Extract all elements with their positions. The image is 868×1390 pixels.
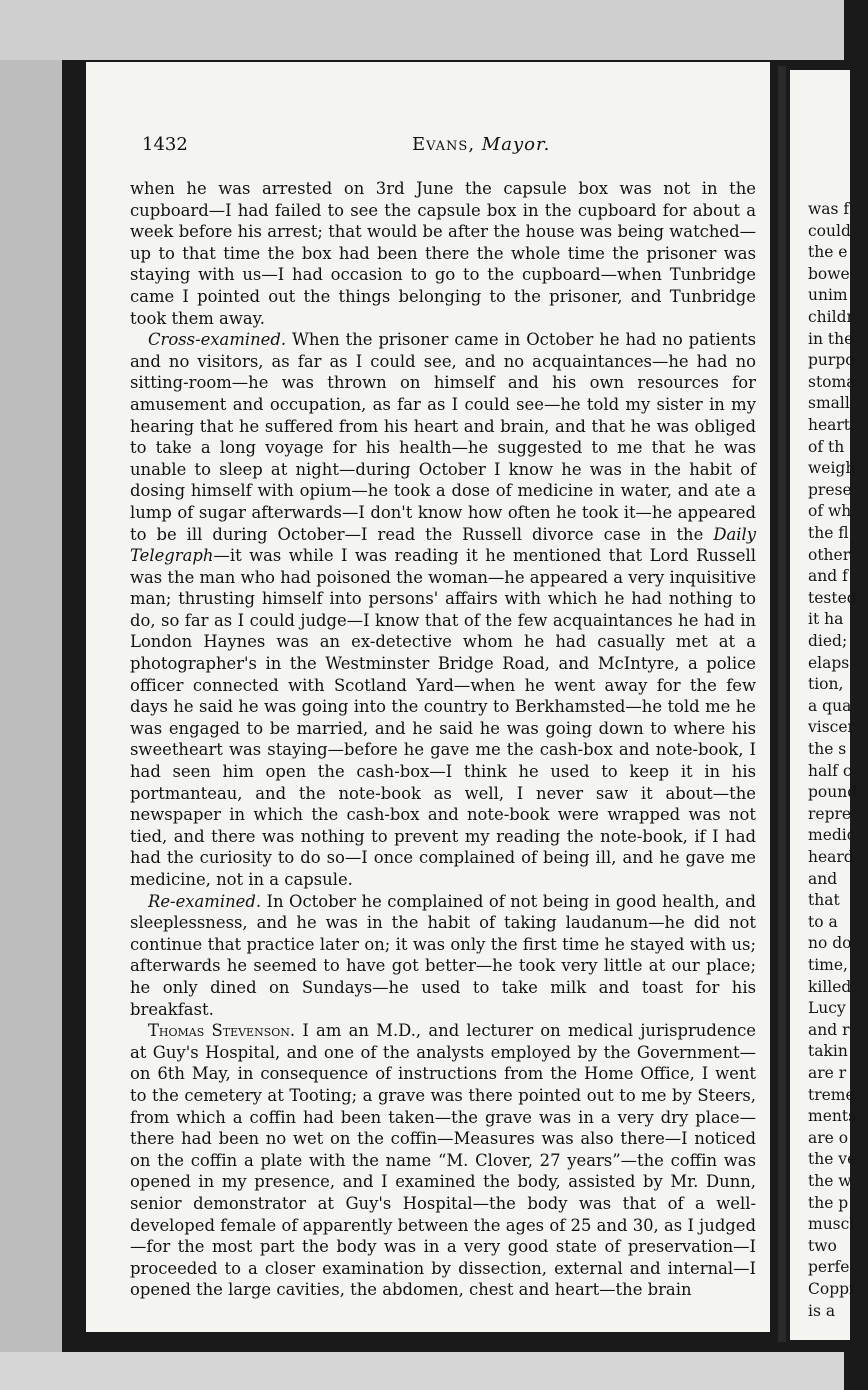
running-head — [412, 134, 550, 155]
scan-bottom-margin — [0, 1352, 844, 1390]
facing-page-line: of wh — [808, 502, 852, 521]
facing-page-line: and r — [808, 1020, 850, 1039]
facing-page-fragment — [790, 70, 858, 1340]
facing-page-line: are r — [808, 1064, 847, 1082]
facing-page-line: purpo — [808, 351, 855, 370]
cross-examined-text: When the prisoner came in October he had no patients and no visitors, as far as I could see, and no acquaintances—he had no sitting-room—he was thrown on himself and his own resources for amusement and occupation, as far as I could see—he told my sister in my hearing that he suffered from his heart and brain, and that he was obliged to take a long voyage for his health—he suggested to me that he was unable to sleep at night—during October I know he was in the habit of dosing himself with opium—he took a dose of medicine in water, and ate a lump of sugar afterwards—I don't know how often he took it—he appeared to be ill during October—I read the Russell divorce case in the — [130, 330, 756, 544]
running-head-title: Mayor. — [481, 134, 551, 155]
stevenson-text: I am an M.D., and lecturer on medical jurisprudence at Guy's Hospital, and one of the analysts employed by the Government—on 6th May, in consequence of instructions from the Home Office, I went to the cemetery at Tooting; a grave was there pointed out to me by Steers, from which a coffin had been taken—the grave was in a very dry place—there had been no wet on the coffin—Measures was also there—I noticed on the coffin a plate with the name “M. Clover, 27 years”—the coffin was opened in my presence, and I examined the body, assisted by Mr. Dunn, senior demonstrator at Guy's Hospital—the body was that of a well-developed female of apparently between the ages of 25 and 30, as I judged—for the most part the body was in a very good state of preservation—I proceeded to a closer examination by dissection, external and internal—I opened the large cavities, the abdomen, chest and heart—the brain — [130, 1021, 756, 1300]
facing-page-line: pound — [808, 783, 858, 802]
facing-page-line: muscl — [808, 1215, 855, 1234]
facing-page-line: tested — [808, 588, 857, 607]
book-gutter-shadow — [778, 66, 786, 1342]
witness-name: Thomas Stevenson. — [148, 1021, 296, 1041]
page-number: 1432 — [142, 134, 188, 155]
facing-page-line: that — [808, 891, 840, 910]
facing-page-line: is a — [808, 1301, 836, 1320]
running-head-name: Evans, — [412, 134, 476, 155]
facing-page-line: childr — [808, 308, 854, 326]
facing-page-line: Coppi — [808, 1280, 854, 1298]
re-examined-lead: Re-examined. — [148, 891, 262, 911]
paragraph-1 — [130, 178, 756, 329]
facing-page-line: half c — [808, 761, 852, 780]
paragraph-1-text: when he was arrested on 3rd June the capsule box was not in the cupboard—I had failed to see the capsule box in the cupboard for about a week before his arrest; that would be after the house was being watched—up to that time the box had been there the whole time the prisoner was staying with us—I had occasion to go to the cupboard—when Tunbridge came I pointed out the things belonging to the prisoner, and Tunbridge took them away. — [130, 179, 756, 328]
body-text — [130, 178, 756, 1301]
facing-page-line: heart — [808, 416, 851, 434]
cross-examined-text-continued: —it was while I was reading it he mentioned that Lord Russell was the man who had poisoned the woman—he appeared a very inquisitive man; thrusting himself into persons' affairs with which he had nothing to do, so far as I could judge—I know that of the few acquaintances he had in London Haynes was an ex-detective whom he had casually met at a photographer's in the Westminster Bridge Road, and McIntyre, a police officer connected with Scotland Yard—when he went away for the few days he said he was going into the country to Berkhamsted—he told me he was engaged to be married, and he said he was going down to where his sweetheart was staying—before he gave me the cash-box and note-book, I had seen him open the cash-box—I think he used to keep it in his portmanteau, and the note-book as well, I never saw it about—the newspaper in which the cash-box and note-book were wrapped was not tied, and there was nothing to prevent my reading the note-book, if I had had the curiosity to do so—I once complained of being ill, and he gave me medicine, not in a capsule. — [130, 546, 757, 889]
facing-page-line: time, — [808, 956, 848, 974]
facing-page-line: medic — [808, 826, 856, 845]
facing-page-line: heard — [808, 848, 854, 866]
paragraph-cross-examined — [130, 329, 756, 890]
page-header — [142, 134, 752, 164]
facing-page-line: weigh — [808, 459, 856, 478]
facing-page-line: other — [808, 545, 851, 564]
scan-left-gutter — [0, 60, 62, 1352]
facing-page-line: died; — [808, 632, 848, 650]
scan-top-margin — [0, 0, 844, 60]
facing-page-line: takin — [808, 1042, 848, 1061]
facing-page-line: the fl — [808, 524, 849, 542]
facing-page-line: perfe — [808, 1258, 850, 1277]
facing-page-line: the p — [808, 1193, 849, 1212]
facing-page-line: Lucy — [808, 999, 846, 1018]
facing-page-line: the e — [808, 243, 848, 262]
facing-page-line: unim — [808, 286, 848, 305]
facing-page-line: and — [808, 869, 838, 888]
facing-page-line: it ha — [808, 610, 844, 629]
facing-page-line: two — [808, 1236, 837, 1255]
facing-page-line: stoma — [808, 372, 856, 391]
facing-page-line: no do — [808, 934, 852, 953]
facing-page-line: repre — [808, 804, 852, 823]
left-page — [86, 62, 770, 1332]
cross-examined-lead: Cross-examined. — [148, 330, 287, 350]
facing-page-line: prese — [808, 480, 852, 499]
facing-page-line: was f — [808, 200, 850, 218]
newspaper-title: Daily Telegraph — [130, 524, 756, 566]
facing-page-line: of th — [808, 437, 845, 456]
facing-page-line: ments — [808, 1107, 857, 1126]
facing-page-line: the s — [808, 740, 847, 758]
facing-page-line: bowe — [808, 264, 850, 283]
facing-page-line: are o — [808, 1128, 849, 1147]
facing-page-line: and f — [808, 567, 848, 586]
facing-page-line: the ve — [808, 1150, 857, 1169]
facing-page-line: viscer — [808, 718, 855, 737]
facing-page-line: killed — [808, 977, 852, 996]
facing-page-line: to a — [808, 912, 838, 931]
facing-page-line: small — [808, 394, 850, 413]
facing-page-line: a qua — [808, 696, 852, 715]
re-examined-text: In October he complained of not being in good health, and sleeplessness, and he was in the habit of taking laudanum—he did not continue that practice later on; it was only the first time he stayed with us; afterwards he seemed to have got better—he took very little at our place; he only dined on Sundays—he used to take milk and toast for his breakfast. — [130, 891, 756, 1019]
facing-page-line: treme — [808, 1085, 855, 1104]
facing-page-line: in the — [808, 329, 854, 348]
facing-page-line: elaps — [808, 653, 850, 672]
facing-page-line: the w — [808, 1172, 852, 1190]
facing-page-line: tion, — [808, 675, 844, 694]
paragraph-stevenson — [130, 1020, 756, 1301]
facing-page-line: could — [808, 221, 851, 240]
paragraph-re-examined — [130, 891, 756, 1021]
